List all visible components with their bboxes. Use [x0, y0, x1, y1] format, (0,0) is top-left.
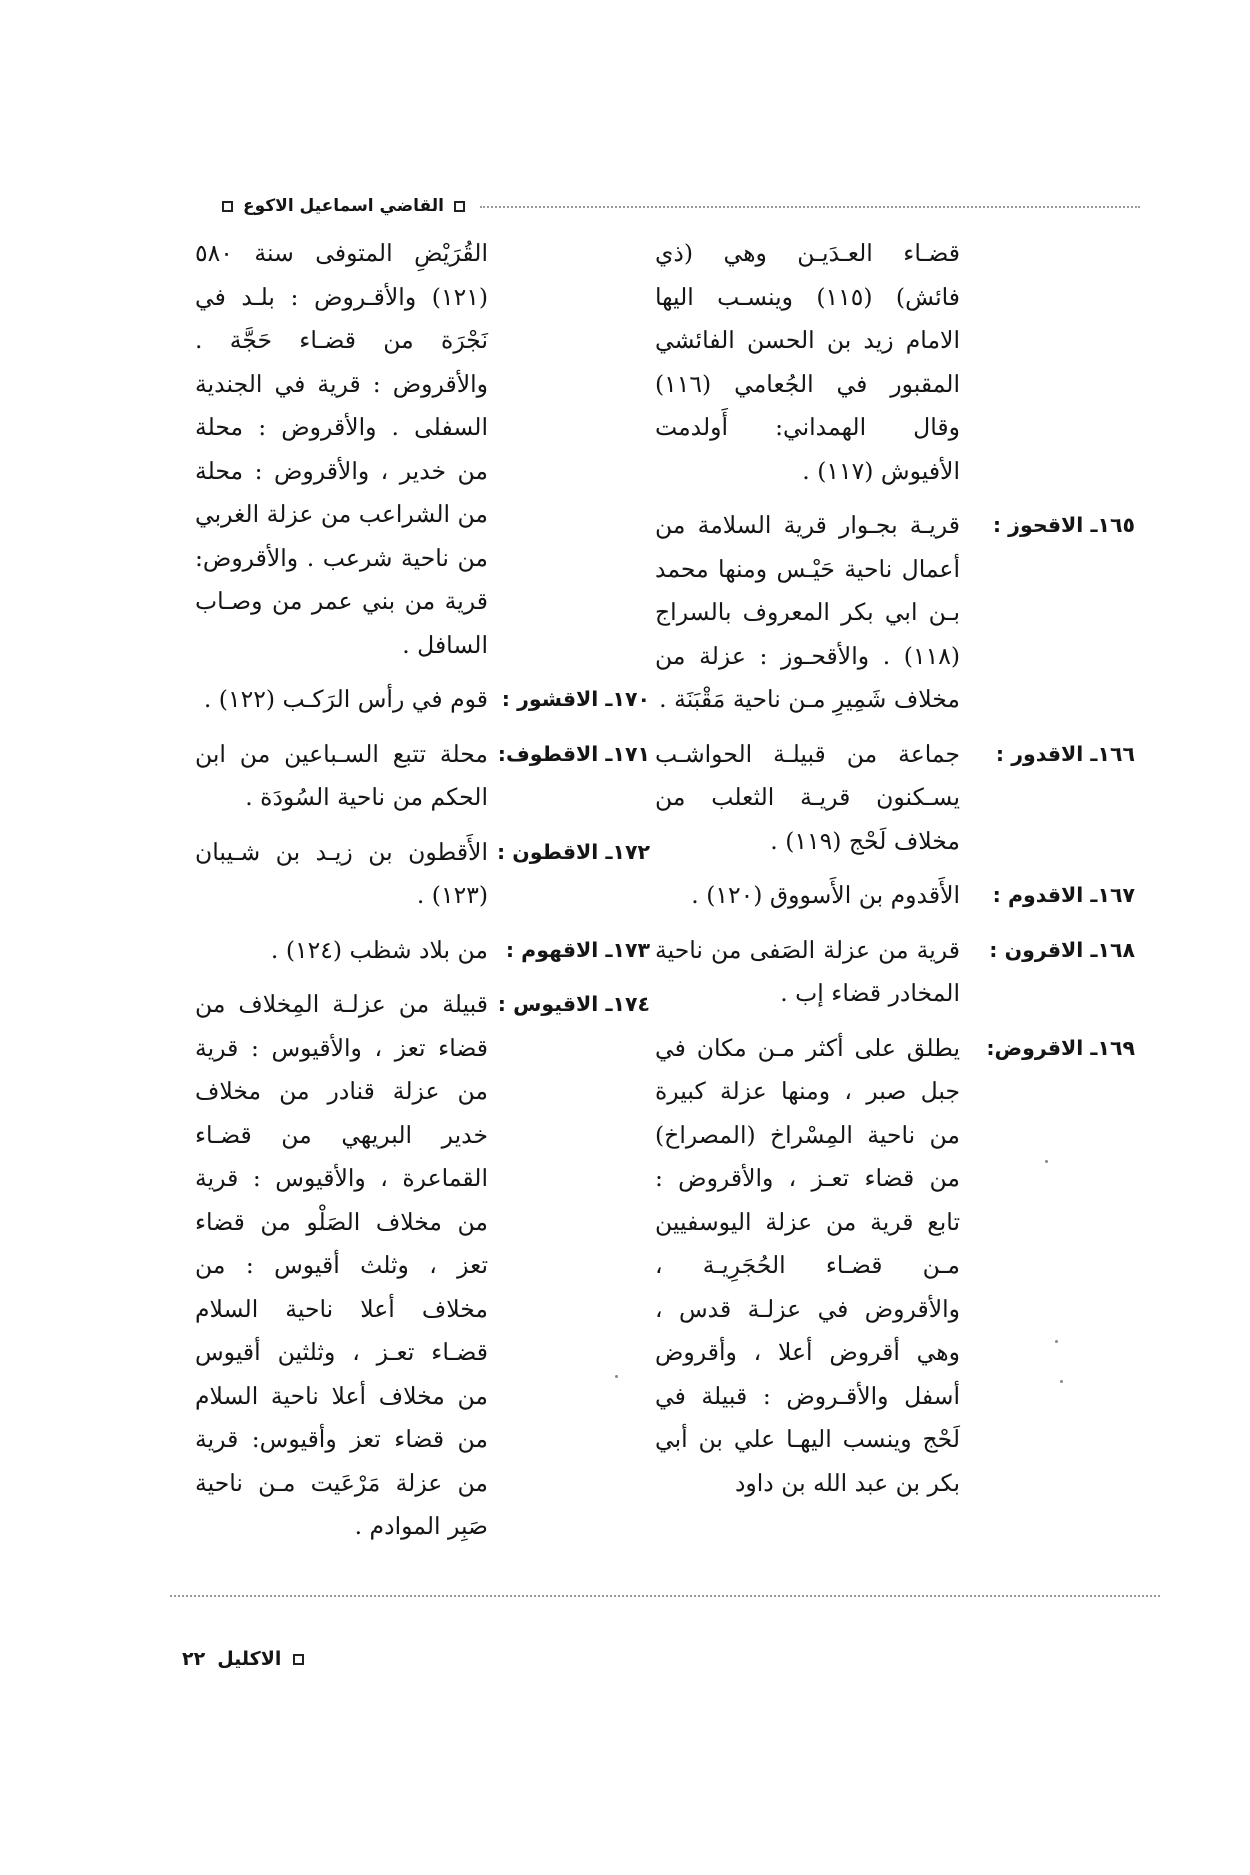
entry-text: قوم في رأس الرَكـب (١٢٢) .	[203, 685, 488, 713]
journal-name: الاكليل	[217, 1648, 282, 1670]
entry-172	[195, 831, 650, 918]
running-title: القاضي اسماعيل الاكوع	[243, 196, 444, 216]
entry-text: الأَقدوم بن الأَسووق (١٢٠) .	[691, 881, 960, 909]
entry-label: ١٦٧ـ الاقدوم :	[992, 883, 1135, 907]
entry-label: ١٦٨ـ الاقرون :	[989, 937, 1135, 962]
entry-168	[655, 929, 1135, 1016]
entry-label: ١٦٥ـ الاقحوز :	[992, 513, 1135, 537]
square-bullet-icon	[222, 201, 233, 212]
entry-170	[195, 678, 650, 722]
scan-speck	[1060, 1380, 1063, 1383]
entry-167	[655, 874, 1135, 918]
scan-speck	[615, 1375, 618, 1378]
continuation-entry	[655, 232, 1135, 493]
scan-speck	[1055, 1340, 1058, 1343]
scan-speck	[1045, 1160, 1048, 1163]
entry-171	[195, 733, 650, 820]
entry-label: ١٦٦ـ الاقدور :	[995, 741, 1135, 766]
entry-text: قبيلة من عزلـة المِخلاف من قضاء تعز ، والأقيوس : قرية من عزلة قنادر من مخلاف خدير البريهي من قضـاء القماعرة ، والأقيوس : قرية من مخلاف الصَلْو من قضاء تعز ، وثلث أقيوس : من مخلاف أعلا ناحية السلام قضـاء تعـز ، وثلثين أقيوس من مخلاف أعلا ناحية السلام من قضاء تعز وأقيوس: قرية من عزلة مَرْعَيت مـن ناحية صَبِر الموادم .	[195, 990, 488, 1540]
header-dotted-rule	[480, 206, 1140, 208]
footer-dotted-rule	[170, 1595, 1160, 1597]
square-bullet-icon	[293, 1654, 304, 1665]
page-number: ٢٢	[182, 1648, 206, 1670]
entry-text: قرية من عزلة الصَفى من ناحية المخادر قضاء إب .	[655, 935, 960, 1007]
square-bullet-icon	[454, 201, 465, 212]
entry-label: ١٧٣ـ الاقهوم :	[505, 937, 650, 962]
entry-165	[655, 504, 1135, 722]
entry-174	[195, 983, 650, 1549]
right-column	[655, 232, 1135, 1516]
entry-text: من بلاد شظب (١٢٤) .	[270, 935, 488, 964]
continuation-text: قضـاء العـدَيـن وهي (ذي فائش) (١١٥) وينسـب اليها الامام زيد بن الحسن الفائشي المقبور في الجُعامي (١١٦) وقال الهمداني: أَولدمت الأفيوش (١١٧) .	[655, 239, 960, 485]
entry-169	[655, 1027, 1135, 1506]
running-header	[195, 196, 465, 216]
page-footer	[182, 1648, 304, 1670]
entry-text: جماعة من قبيلـة الحواشـب يسـكنون قريـة الثعلب من مخلاف لَحْج (١١٩) .	[655, 739, 960, 855]
entry-166	[655, 733, 1135, 864]
entry-173	[195, 929, 650, 973]
entry-text: يطلق على أكثر مـن مكان في جبل صبر ، ومنها عزلة كبيرة من ناحية المِسْراخ (المصراخ) من قضاء تعـز ، والأقروض : تابع قرية من عزلة اليوسفيين مـن قضـاء الحُجَرِيـة ، والأقروض في عزلـة قدس ، وهي أقروض أعلا ، وأقروض أسفل والأقـروض : قبيلة في لَحْج وينسب اليهـا علي بن أبي بكر بن عبد الله بن داود	[655, 1033, 960, 1497]
entry-text: الأَقطون بن زيـد بن شـيبان (١٢٣) .	[195, 837, 488, 909]
continuation-entry	[195, 232, 650, 667]
entry-label: ١٧١ـ الاقطوف:	[497, 741, 650, 766]
entry-label: ١٧٢ـ الاقطون :	[496, 839, 650, 864]
continuation-text: القُرَيْضِ المتوفى سنة ٥٨٠ (١٢١) والأقـروض : بلـد في نَجْرَة من قضـاء حَجَّة . والأقروض : قرية في الجندية السفلى . والأقروض : محلة من خدير ، والأقروض : محلة من الشراعب من عزلة الغربي من ناحية شرعب . والأقروض: قرية من بني عمر من وصـاب السافل .	[195, 239, 488, 659]
entry-label: ١٦٩ـ الاقروض:	[986, 1035, 1135, 1060]
entry-text: محلة تتبع السـباعين من ابن الحكم من ناحية السُودَة .	[195, 739, 488, 811]
entry-text: قريـة بجـوار قرية السلامة من أعمال ناحية حَيْـس ومنها محمد بـن ابي بكر المعروف بالسراج (١١٨) . والأقحـوز : عزلة من مخلاف شَمِيرِ مـن ناحية مَقْبَنَة .	[655, 511, 960, 713]
entry-label: ١٧٠ـ الاقشور :	[501, 687, 650, 711]
entry-label: ١٧٤ـ الاقيوس :	[497, 992, 650, 1016]
left-column	[195, 232, 650, 1560]
